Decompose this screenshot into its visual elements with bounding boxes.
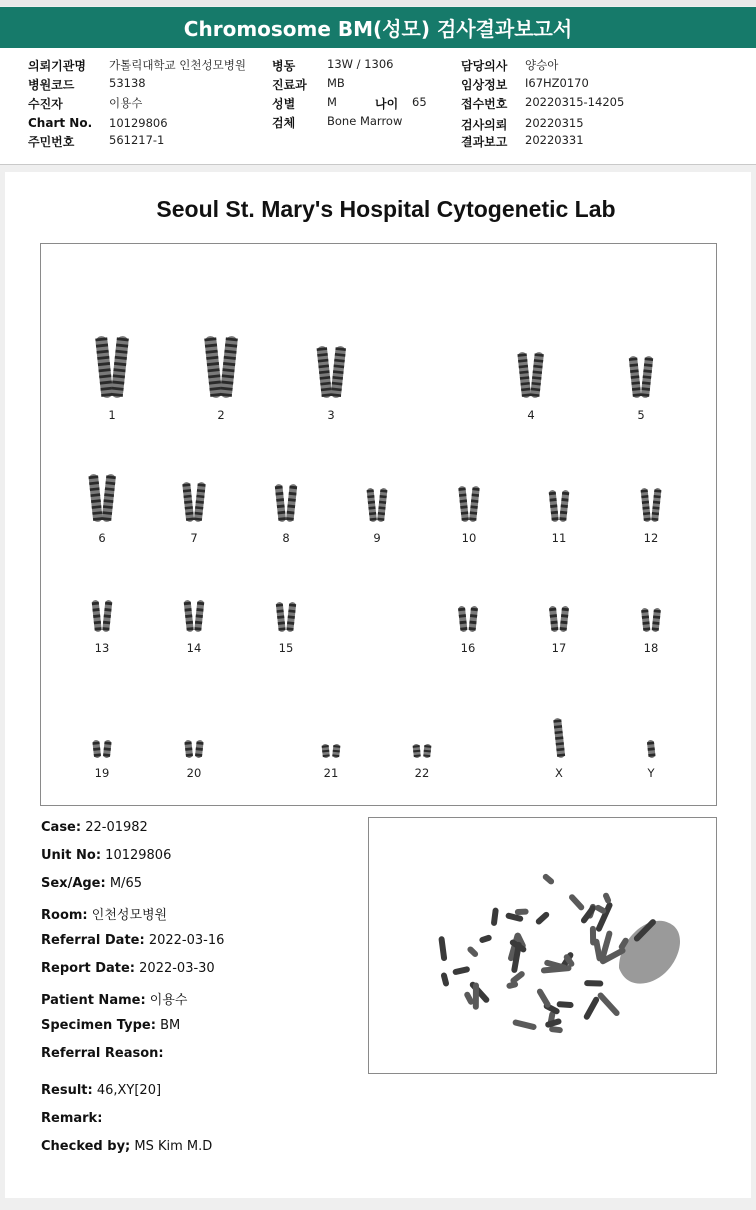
chromosome-label: 6	[98, 531, 106, 545]
metaphase-chromosome	[466, 945, 479, 958]
info-value: 이용수	[109, 96, 143, 110]
chromosome-pair-22	[404, 742, 440, 760]
chromosome-pair-18	[633, 606, 669, 634]
info-value: 20220331	[525, 133, 584, 147]
chromosome-label: 10	[461, 531, 477, 545]
metaphase-chromosome	[515, 908, 529, 915]
chromosome-pair-2	[198, 334, 244, 400]
detail-report-date: Report Date: 2022-03-30	[41, 961, 215, 976]
info-label: 의뢰기관명	[28, 59, 86, 73]
chromosome-label: 21	[323, 766, 339, 780]
chromosome-label: 17	[551, 641, 567, 655]
metaphase-chromosome	[596, 991, 620, 1017]
chromosome-label: 13	[94, 641, 110, 655]
chromosome-pair-21	[313, 742, 349, 760]
lab-title: Seoul St. Mary's Hospital Cytogenetic Lab	[156, 196, 616, 222]
chromosome-pair-13	[84, 598, 120, 634]
detail-case: Case: 22-01982	[41, 820, 148, 835]
chromosome-label: 1	[108, 408, 116, 422]
chromosome-label: 20	[186, 766, 202, 780]
chromosome-label: X	[555, 766, 563, 780]
chromosome-label: 3	[327, 408, 335, 422]
info-label: 주민번호	[28, 135, 75, 149]
chromosome-label: 15	[278, 641, 294, 655]
chromosome-pair-8	[268, 482, 304, 524]
patient-info-panel	[0, 48, 756, 165]
detail-sex-age: Sex/Age: M/65	[41, 876, 142, 891]
info-value: 20220315	[525, 116, 584, 130]
info-value: MB	[327, 76, 345, 90]
info-label: 진료과	[272, 78, 307, 92]
report-title-bar	[0, 7, 756, 48]
chromosome-label: 16	[460, 641, 476, 655]
info-label: Chart No.	[28, 116, 93, 130]
info-value: Bone Marrow	[327, 114, 403, 128]
chromosome-label: 12	[643, 531, 659, 545]
detail-result: Result: 46,XY[20]	[41, 1083, 162, 1098]
info-value: 10129806	[109, 116, 168, 130]
info-value: M	[327, 95, 337, 109]
detail-specimen-type: Specimen Type: BM	[41, 1018, 181, 1033]
chromosome-label: 22	[414, 766, 430, 780]
metaphase-chromosome	[535, 911, 551, 926]
detail-referral-reason: Referral Reason:	[41, 1046, 164, 1061]
chromosome-pair-Y	[633, 738, 669, 760]
chromosome-pair-3	[311, 344, 352, 400]
info-value: 65	[412, 95, 427, 109]
chromosome-label: 14	[186, 641, 202, 655]
info-label: 임상정보	[461, 78, 508, 92]
info-label: 담당의사	[461, 59, 508, 73]
report-sheet	[5, 172, 751, 1198]
chromosome-label: 4	[527, 408, 535, 422]
chromosome-label: 2	[217, 408, 225, 422]
metaphase-image	[368, 817, 717, 1074]
karyogram-image	[40, 243, 717, 806]
info-value: 13W / 1306	[327, 57, 394, 71]
detail-checked-by: Checked by; MS Kim M.D	[41, 1139, 213, 1154]
chromosome-label: 11	[551, 531, 567, 545]
metaphase-chromosome	[549, 1026, 563, 1034]
metaphase-chromosome	[583, 996, 600, 1021]
info-value: I67HZ0170	[525, 76, 589, 90]
report-title: Chromosome BM(성모) 검사결과보고서	[183, 17, 573, 41]
chromosome-pair-10	[451, 484, 487, 524]
info-value: 20220315-14205	[525, 95, 625, 109]
metaphase-chromosome	[556, 1001, 573, 1008]
metaphase-chromosome	[509, 970, 526, 985]
info-label: 검체	[272, 116, 296, 130]
interphase-nucleus	[619, 921, 680, 984]
chromosome-pair-15	[268, 600, 304, 634]
metaphase-chromosome	[542, 873, 556, 886]
metaphase-chromosome	[512, 1019, 537, 1031]
chromosome-label: 7	[190, 531, 198, 545]
metaphase-chromosome	[584, 980, 603, 987]
chromosome-pair-4	[512, 350, 549, 400]
chromosome-pair-14	[176, 598, 212, 634]
chromosome-label: Y	[647, 766, 655, 780]
info-value: 양승아	[525, 58, 559, 72]
metaphase-chromosome	[438, 936, 447, 961]
info-label: 결과보고	[461, 135, 508, 149]
chromosome-pair-20	[176, 738, 212, 760]
info-value: 53138	[109, 76, 146, 90]
info-label: 접수번호	[461, 97, 508, 111]
info-label: 나이	[375, 97, 399, 111]
info-label: 성별	[272, 97, 296, 111]
metaphase-chromosome	[568, 893, 586, 912]
top-border	[0, 0, 756, 6]
info-value: 561217-1	[109, 133, 165, 147]
chromosome-pair-17	[541, 604, 577, 634]
detail-remark: Remark:	[41, 1111, 103, 1126]
info-value: 가톨릭대학교 인천성모병원	[109, 58, 246, 72]
metaphase-chromosome	[440, 972, 449, 987]
detail-patient-name: Patient Name: 이용수	[41, 993, 188, 1008]
detail-unit-no: Unit No: 10129806	[41, 848, 172, 863]
chromosome-pair-9	[359, 486, 395, 524]
chromosome-label: 9	[373, 531, 381, 545]
chromosome-label: 18	[643, 641, 659, 655]
detail-referral-date: Referral Date: 2022-03-16	[41, 933, 225, 948]
chromosome-pair-6	[83, 472, 121, 524]
chromosome-label: 8	[282, 531, 290, 545]
info-label: 검사의뢰	[461, 118, 508, 132]
metaphase-chromosome	[452, 966, 470, 976]
info-label: 병동	[272, 59, 296, 73]
chromosome-label: 5	[637, 408, 645, 422]
chromosome-pair-19	[84, 738, 120, 760]
chromosome-pair-16	[450, 604, 486, 634]
metaphase-chromosome	[491, 907, 499, 926]
metaphase-chromosome	[479, 934, 493, 944]
detail-room: Room: 인천성모병원	[41, 908, 168, 923]
info-label: 수진자	[28, 97, 63, 111]
chromosome-pair-11	[541, 488, 577, 524]
chromosome-pair-12	[633, 486, 669, 524]
chromosome-label: 19	[94, 766, 110, 780]
info-label: 병원코드	[28, 78, 75, 92]
metaphase-chromosome	[473, 982, 479, 1009]
chromosome-pair-X	[541, 716, 577, 760]
chromosome-pair-7	[176, 480, 212, 524]
chromosome-pair-5	[623, 354, 659, 400]
chromosome-pair-1	[89, 334, 135, 400]
